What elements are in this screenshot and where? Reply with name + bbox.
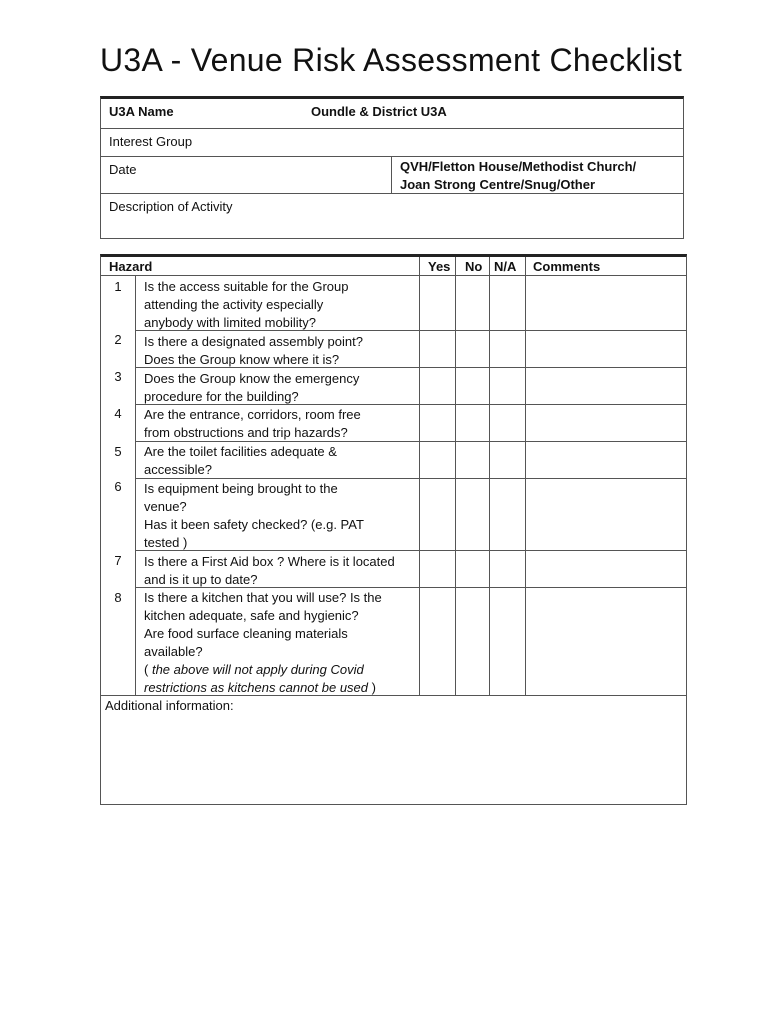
question-line: Does the Group know the emergency <box>144 371 360 386</box>
comments-header: Comments <box>533 259 601 274</box>
question-line: tested ) <box>144 535 188 550</box>
venue-options-line-1: QVH/Fletton House/Methodist Church/ <box>400 159 637 174</box>
covid-note-line <box>144 661 422 679</box>
yes-header: Yes <box>428 259 451 274</box>
row-number: 1 <box>114 279 122 294</box>
hazard-question <box>144 333 422 369</box>
u3a-name-label: U3A Name <box>109 104 174 119</box>
no-header: No <box>465 259 483 274</box>
hazard-question <box>144 589 422 697</box>
hazard-question <box>144 553 422 589</box>
hazard-question <box>144 278 422 332</box>
question-line: Are the entrance, corridors, room free <box>144 407 361 422</box>
header-info-table <box>100 96 684 239</box>
u3a-name-value: Oundle & District U3A <box>311 104 447 119</box>
question-line: from obstructions and trip hazards? <box>144 425 348 440</box>
hazard-header: Hazard <box>109 259 153 274</box>
date-label: Date <box>109 162 137 177</box>
number-column-divider <box>135 275 136 695</box>
note-open: ( <box>144 662 152 677</box>
no-column-divider <box>455 257 456 695</box>
question-line: anybody with limited mobility? <box>144 315 316 330</box>
row-number: 5 <box>114 444 122 459</box>
question-line: available? <box>144 644 203 659</box>
question-line: procedure for the building? <box>144 389 299 404</box>
description-label: Description of Activity <box>109 199 233 214</box>
covid-note-italic: restrictions as kitchens cannot be used <box>144 680 369 695</box>
row-number: 3 <box>114 369 122 384</box>
na-header: N/A <box>494 259 517 274</box>
note-close: ) <box>368 680 376 695</box>
description-row[interactable] <box>101 194 683 239</box>
row-number: 8 <box>114 590 122 605</box>
venue-options-line-2: Joan Strong Centre/Snug/Other <box>400 177 596 192</box>
additional-information-label: Additional information: <box>105 698 234 713</box>
question-line: Is there a First Aid box ? Where is it located <box>144 554 395 569</box>
hazard-question <box>144 370 422 406</box>
question-line: venue? <box>144 499 187 514</box>
hazard-question <box>144 443 422 479</box>
na-column-divider <box>489 257 490 695</box>
comments-column-divider <box>525 257 526 695</box>
question-line: Are the toilet facilities adequate & <box>144 444 337 459</box>
venue-cell <box>391 157 683 193</box>
page-title: U3A - Venue Risk Assessment Checklist <box>100 42 683 78</box>
hazard-question <box>144 480 422 552</box>
question-line: Is equipment being brought to the <box>144 481 338 496</box>
header-divider <box>101 275 686 276</box>
row-number: 4 <box>114 406 122 421</box>
question-line: kitchen adequate, safe and hygienic? <box>144 608 359 623</box>
row-number: 2 <box>114 332 122 347</box>
question-line: and is it up to date? <box>144 572 258 587</box>
date-venue-row <box>101 157 683 194</box>
question-line: Is there a kitchen that you will use? Is the <box>144 590 382 605</box>
hazard-question <box>144 406 422 442</box>
question-line: accessible? <box>144 462 212 477</box>
question-line: Does the Group know where it is? <box>144 352 340 367</box>
covid-note-italic: the above will not apply during Covid <box>151 662 364 677</box>
interest-group-row[interactable] <box>101 129 683 157</box>
hazard-checklist-table <box>100 254 687 805</box>
u3a-name-row <box>101 99 683 129</box>
covid-note-line <box>144 679 422 697</box>
question-line: Has it been safety checked? (e.g. PAT <box>144 517 364 532</box>
row-number: 6 <box>114 479 122 494</box>
row-number: 7 <box>114 553 122 568</box>
question-line: Is there a designated assembly point? <box>144 334 363 349</box>
question-line: Is the access suitable for the Group <box>144 279 349 294</box>
interest-group-label: Interest Group <box>109 134 193 149</box>
question-line: attending the activity especially <box>144 297 324 312</box>
question-line: Are food surface cleaning materials <box>144 626 348 641</box>
